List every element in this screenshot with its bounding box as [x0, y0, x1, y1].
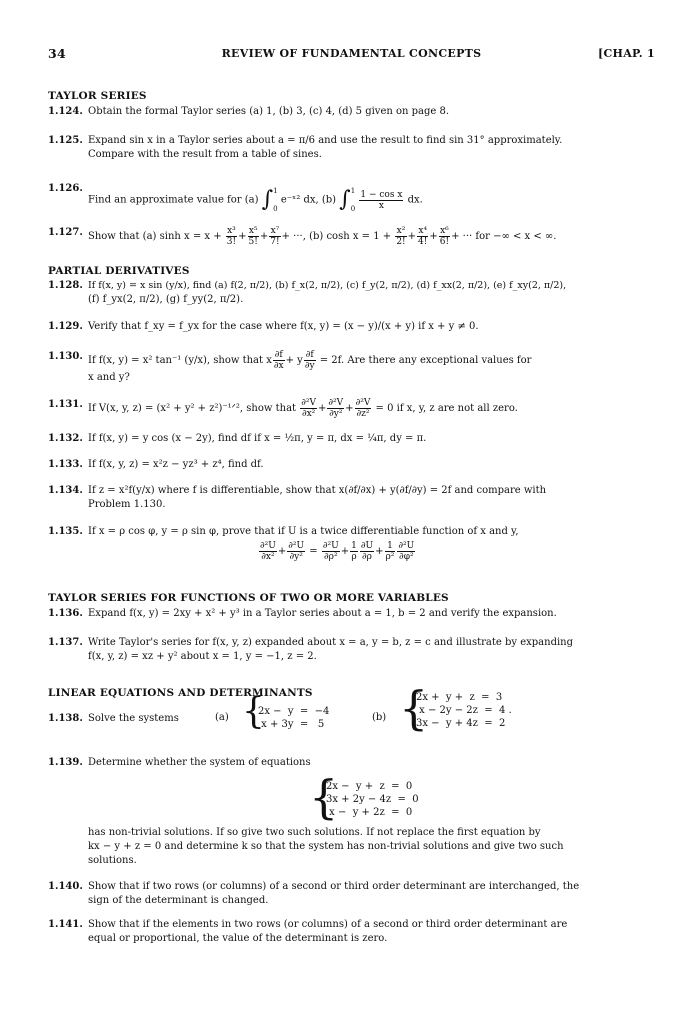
page-header [48, 47, 655, 63]
problem-1-141 [48, 918, 657, 946]
problem-text-line: x and y? [88, 372, 130, 383]
laplacian-equation: $\frac{\text{∂²U}}{\text{∂x²}}$ + $\frac{\text{∂²U}}{\text{∂y²}}$ = $\frac{\text{∂²U}}{\text{∂ρ²}}$ + $\frac{1}{\rho}$ $\frac{\partial U}{\partial\rho}$ + $\frac{1}{\text{ρ²}}$ $\frac{\text{∂²U}}{\text{∂φ²}}$ [260, 541, 415, 562]
fraction: $\frac{\text{x⁷}}{7!}$ [270, 226, 280, 247]
page-number: 34 [48, 46, 66, 61]
problem-number: 1.127. [48, 227, 83, 238]
section-heading: TAYLOR SERIES FOR FUNCTIONS OF TWO OR MORE VARIABLES [48, 592, 449, 604]
problem-number: 1.130. [48, 351, 83, 362]
problem-1-139-continued [48, 826, 657, 868]
problem-text-line: If z = x²f(y/x) where f is differentiable, show that x(∂f/∂x) + y(∂f/∂y) = 2f and compare with [88, 485, 547, 496]
problem-number: 1.128. [48, 280, 83, 291]
system-brace: { [309, 770, 339, 824]
problem-text: If f(x, y, z) = x²z − yz³ + z⁴, find df. [88, 459, 264, 470]
problem-text-line: If f(x, y) = x sin (y/x), find (a) f(2, π/2), (b) f_x(2, π/2), (c) f_y(2, π/2), (d) f_xx(2, π/2), (e) f_xy(2, π/2), [88, 280, 567, 291]
lower-limit: 0 [273, 205, 278, 213]
problem-text: Obtain the formal Taylor series (a) 1, (b) 3, (c) 4, (d) 5 given on page 8. [88, 106, 450, 117]
problem-1-127: 1.127. Show that (a) sinh x = x + $\frac{\text{x³}}{3!}$ + $\frac{\text{x⁵}}{5!}$ + $\frac{\text{x⁷}}{7!}$ + ···, (b) cosh x = 1 + $\frac{\text{x²}}{2!}$ + $\frac{\text{x⁴}}{4!}$ + $\frac{\text{x⁶}}{6!}$ + ··· for −∞ < x < ∞. [48, 226, 557, 247]
fraction: $\frac{\text{x²}}{2!}$ [396, 226, 406, 247]
problem-text-line: Write Taylor's series for f(x, y, z) expanded about x = a, y = b, z = c and illustrate by expanding [88, 637, 574, 648]
problem-text: Determine whether the system of equations [88, 757, 311, 768]
problem-text-line: sign of the determinant is changed. [88, 895, 269, 906]
problem-number: 1.125. [48, 135, 83, 146]
problem-1-137 [48, 636, 657, 664]
equation-system-b: 2x + y + z = 3 x − 2y − 2z = 4 . 3x − y + 4z = 2 [416, 692, 512, 729]
problem-number: 1.140. [48, 881, 83, 892]
problem-1-133 [48, 458, 657, 472]
series-term: x + [204, 231, 222, 242]
problem-1-124 [48, 105, 657, 119]
lower-limit: 0 [350, 205, 356, 213]
integrand: e⁻ˣ² dx, [280, 194, 319, 206]
integral-sign: ∫ [339, 187, 351, 212]
fraction: $\frac{\text{1 − cos x}}{x}$ [360, 189, 403, 211]
problem-text: Verify that f_xy = f_yx for the case where f(x, y) = (x − y)/(x + y) if x + y ≠ 0. [88, 321, 479, 332]
problem-1-131: 1.131. If V(x, y, z) = (x² + y² + z²)⁻¹ᐟ², show that $\frac{\text{∂²V}}{\text{∂x²}}$ + $\frac{\text{∂²V}}{\text{∂y²}}$ + $\frac{\text{∂²V}}{\text{∂z²}}$ = 0 if x, y, z are not all zero. [48, 398, 518, 419]
problem-number: 1.129. [48, 321, 83, 332]
problem-1-140 [48, 880, 657, 908]
problem-number: 1.138. [48, 713, 83, 724]
cosh-lead: (b) cosh x = 1 + [309, 231, 392, 242]
problem-text: If f(x, y) = y cos (x − 2y), find df if x = ½π, y = π, dx = ¼π, dy = π. [88, 433, 427, 444]
section-heading: TAYLOR SERIES [48, 90, 147, 102]
problem-1-135 [48, 525, 657, 539]
fraction: $\frac{\partial f}{\partial y}$ [304, 350, 315, 371]
problem-text: Show that (a) sinh x = [88, 231, 202, 242]
problem-number: 1.136. [48, 608, 83, 619]
problem-text-line: f(x, y, z) = xz + y² about x = 1, y = −1, z = 2. [88, 651, 317, 662]
problem-1-125 [48, 134, 657, 162]
integrand-tail: dx. [407, 194, 423, 206]
problem-text-line: Show that if two rows (or columns) of a second or third order determinant are interchanged, the [88, 881, 580, 892]
problem-number: 1.124. [48, 106, 83, 117]
problem-1-132 [48, 432, 657, 446]
fraction: $\frac{\partial f}{\partial x}$ [273, 350, 284, 371]
fraction: $\frac{\text{x⁶}}{6!}$ [439, 226, 450, 247]
problem-number: 1.132. [48, 433, 83, 444]
problem-number: 1.137. [48, 637, 83, 648]
problem-number: 1.139. [48, 757, 83, 768]
fraction: $\frac{\text{x⁵}}{5!}$ [248, 226, 258, 247]
problem-text: If x = ρ cos φ, y = ρ sin φ, prove that if U is a twice differentiable function of x and y, [88, 526, 519, 537]
problem-1-139 [48, 756, 657, 770]
problem-text-line: Problem 1.130. [88, 499, 166, 510]
upper-limit: 1 [273, 187, 278, 195]
problem-text: Solve the systems [88, 713, 179, 724]
fraction: $\frac{\text{x³}}{3!}$ [226, 226, 237, 247]
part-label: (a) [244, 194, 259, 206]
problem-number: 1.131. [48, 399, 83, 410]
fraction: $\frac{\text{∂²V}}{\text{∂y²}}$ [328, 398, 344, 419]
running-title: REVIEW OF FUNDAMENTAL CONCEPTS [221, 47, 482, 60]
problem-text-line: Compare with the result from a table of sines. [88, 149, 322, 160]
problem-number: 1.126. [48, 183, 83, 194]
fraction: $\frac{\text{∂²V}}{\text{∂z²}}$ [355, 398, 371, 419]
section-heading: PARTIAL DERIVATIVES [48, 265, 190, 277]
integral-sign: ∫ [261, 187, 274, 212]
problem-text: Find an approximate value for [88, 194, 242, 206]
problem-number: 1.141. [48, 919, 83, 930]
fraction: $\frac{\text{∂²V}}{\text{∂x²}}$ [301, 398, 317, 419]
problem-1-126 [48, 182, 657, 218]
problem-text-line: kx − y + z = 0 and determine k so that the system has non-trivial solutions and give two such [88, 841, 564, 852]
problem-1-138 [48, 712, 657, 726]
problem-text-line: Expand sin x in a Taylor series about a = π/6 and use the result to find sin 31° approximately. [88, 135, 563, 146]
problem-1-129 [48, 320, 657, 334]
upper-limit: 1 [350, 187, 356, 195]
problem-number: 1.133. [48, 459, 83, 470]
problem-number: 1.135. [48, 526, 83, 537]
problem-1-130: 1.130. If f(x, y) = x² tan⁻¹ (y/x), show that x $\frac{\partial f}{\partial x}$ + y $\frac{\partial f}{\partial y}$ = 2f. Are there any exceptional values for x and y? [48, 350, 657, 385]
problem-1-134 [48, 484, 657, 512]
part-label: (a) [215, 712, 229, 723]
part-label: (b) [372, 712, 387, 723]
chapter-label: [CHAP. 1 [597, 47, 655, 60]
system-brace: { [399, 681, 429, 735]
problem-text-line: has non-trivial solutions. If so give two such solutions. If not replace the first equation by [88, 827, 541, 838]
part-label: (b) [321, 194, 337, 206]
problem-text: Expand f(x, y) = 2xy + x² + y³ in a Taylor series about a = 1, b = 2 and verify the expansion. [88, 608, 557, 619]
problem-text-line: solutions. [88, 855, 137, 866]
fraction: $\frac{\text{x⁴}}{4!}$ [418, 226, 428, 247]
section-heading: LINEAR EQUATIONS AND DETERMINANTS [48, 687, 313, 699]
system-brace: { [242, 691, 265, 732]
equation-system-a: 2x − y = −4 x + 3y = 5 [258, 706, 330, 730]
problem-text-line: Show that if the elements in two rows (or columns) of a second or third order determinant are [88, 919, 568, 930]
equation-system: 2x − y + z = 0 3x + 2y − 4z = 0 x − y + 2z = 0 [326, 781, 419, 818]
problem-text-line: equal or proportional, the value of the determinant is zero. [88, 933, 388, 944]
problem-1-128 [48, 279, 657, 307]
problem-number: 1.134. [48, 485, 83, 496]
problem-text-line: (f) f_yx(2, π/2), (g) f_yy(2, π/2). [88, 294, 244, 305]
problem-1-136 [48, 607, 657, 621]
